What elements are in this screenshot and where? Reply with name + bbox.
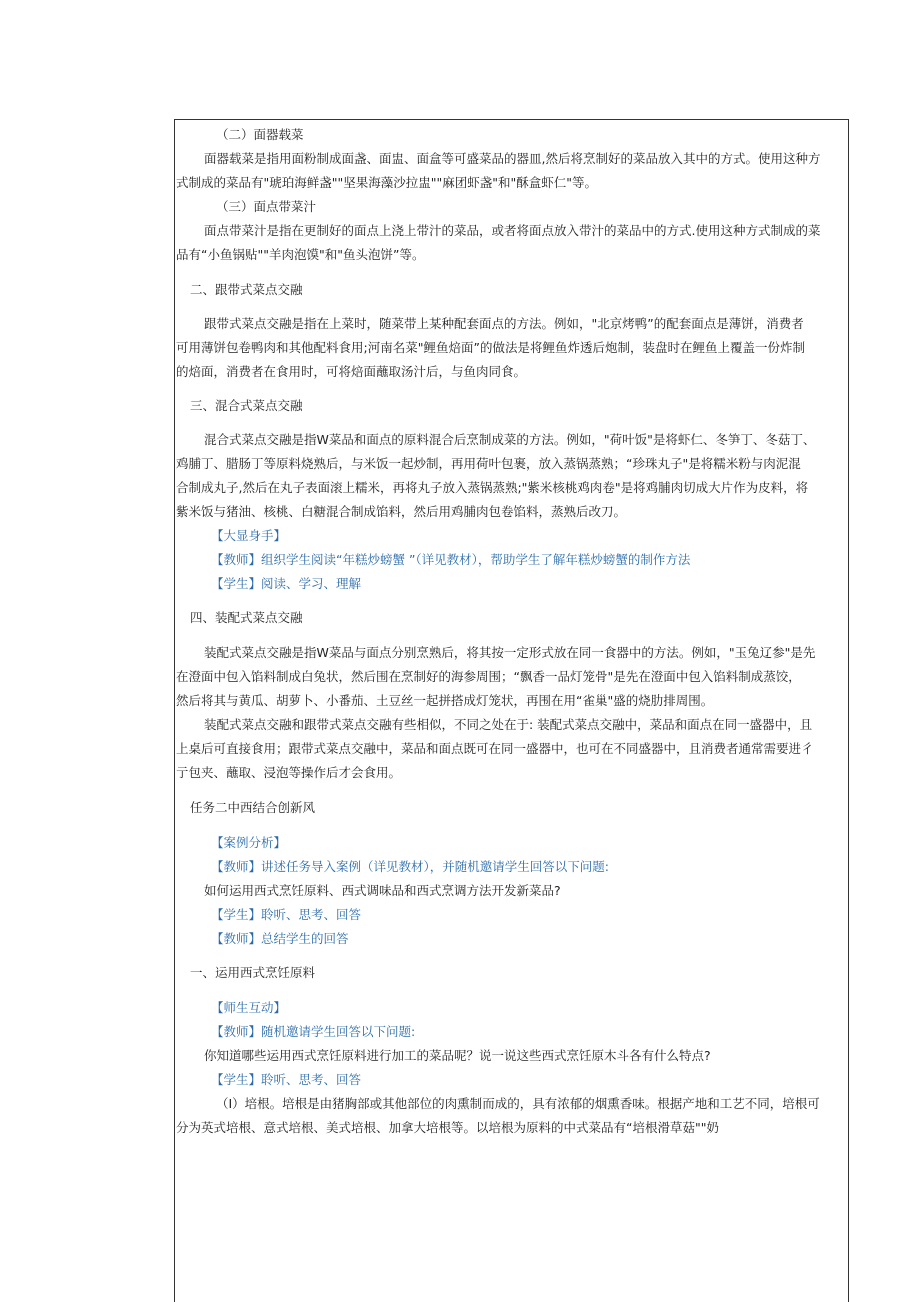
paragraph-line: 合制成丸子,然后在丸子表面滚上糯米，再将丸子放入蒸锅蒸熟;"紫米核桃鸡肉卷"是将鸡脯肉切成大片作为皮料，将 [176, 480, 809, 495]
student-note: 【学生】聆听、思考、回答 [211, 907, 362, 922]
paragraph-line: 在澄面中包入馅料制成白兔状，然后围在烹制好的海参周围；“飘香一品灯笼骨"是先在澄面中包入馅料制成蒸饺， [176, 669, 801, 684]
paragraph-line: 分为英式培根、意式培根、美式培根、加拿大培根等。以培根为原料的中式菜品有“培根滑草菇""奶 [176, 1120, 719, 1135]
paragraph-line: 面器载菜是指用面粉制成面盏、面盅、面盒等可盛菜品的器皿,然后将烹制好的菜品放入其中的方式。使用这种方 [204, 151, 821, 166]
subsection-heading: （三）面点带菜汁 [216, 199, 317, 214]
activity-label: 【案例分析】 [211, 835, 287, 850]
student-note: 【学生】聆听、思考、回答 [211, 1072, 362, 1087]
section-heading: 三、混合式菜点交融 [190, 398, 303, 413]
teacher-note: 【教师】总结学生的回答 [211, 931, 349, 946]
paragraph-line: 混合式菜点交融是指W菜品和面点的原料混合后烹制成菜的方法。例如，"荷叶饭"是将虾仁、冬笋丁、冬菇丁、 [204, 432, 816, 447]
subsection-heading: （二）面器载菜 [216, 127, 304, 142]
paragraph-line: 亍包夹、蘸取、浸泡等操作后才会食用。 [176, 765, 402, 780]
paragraph-line: 可用薄饼包卷鸭肉和其他配料食用;河南名菜"鲤鱼焙面”的做法是将鲤鱼炸透后炮制，装盘时在鲤鱼上覆盖一份炸制 [176, 340, 805, 355]
question-text: 如何运用西式烹饪原料、西式调味品和西式烹调方法开发新菜品? [204, 883, 561, 898]
paragraph-line: 鸡脯丁、腊肠丁等原料烧熟后，与米饭一起炒制，再用荷叶包裹，放入蒸锅蒸熟；“珍珠丸子"是将糯米粉与肉泥混 [176, 456, 801, 471]
paragraph-line: 上桌后可直接食用；跟带式菜点交融中，菜品和面点既可在同一盛器中，也可在不同盛器中，且消费者通常需要进彳 [176, 741, 814, 756]
student-note: 【学生】阅读、学习、理解 [211, 576, 362, 591]
section-heading: 一、运用西式烹饪原料 [190, 965, 316, 980]
section-heading: 四、装配式菜点交融 [190, 610, 303, 625]
paragraph-line: 的焙面，消费者在食用时，可将焙面蘸取汤汁后，与鱼肉同食。 [176, 364, 527, 379]
paragraph-line: 式制成的菜品有"琥珀海鲜盏""坚果海藻沙拉盅""麻团虾盏"和"酥盒虾仁"等。 [176, 175, 597, 190]
task-heading: 任务二中西结合创新风 [190, 800, 316, 815]
teacher-note: 【教师】随机邀请学生回答以下问题: [211, 1024, 416, 1039]
paragraph-line: 装配式菜点交融是指W菜品与面点分别烹熟后，将其按一定形式放在同一食器中的方法。例如，"玉兔辽参"是先 [204, 645, 816, 660]
paragraph-line: 紫米饭与猪油、核桃、白糖混合制成馅料，然后用鸡脯肉包卷馅料，蒸熟后改刀。 [176, 504, 627, 519]
activity-label: 【师生互动】 [211, 1000, 287, 1015]
activity-label: 【大显身手】 [211, 528, 287, 543]
teacher-note: 【教师】组织学生阅读“年糕炒螃蟹 ”（详见教材），帮助学生了解年糕炒螃蟹的制作方法 [211, 552, 691, 567]
paragraph-line: 跟带式菜点交融是指在上菜时，随菜带上某种配套面点的方法。例如，"北京烤鸭”的配套面点是薄饼，消费者 [204, 316, 804, 331]
paragraph-line: 装配式菜点交融和跟带式菜点交融有些相似，不同之处在于: 装配式菜点交融中，菜品和面点在同一盛器中，且 [204, 717, 813, 732]
teacher-note: 【教师】讲述任务导入案例（详见教材），并随机邀请学生回答以下问题: [211, 859, 609, 874]
question-text: 你知道哪些运用西式烹饪原料进行加工的菜品呢？说一说这些西式烹饪原木斗各有什么特点? [204, 1048, 711, 1063]
paragraph-line: 然后将其与黄瓜、胡萝卜、小番茄、土豆丝一起拼搭成灯笼状，再围在用“雀巢"盛的烧肋排周围。 [176, 693, 714, 708]
paragraph-line: （I）培根。培根是由猪胸部或其他部位的肉熏制而成的，具有浓郁的烟熏香味。根据产地和工艺不同，培根可 [216, 1096, 820, 1111]
section-heading: 二、跟带式菜点交融 [190, 282, 303, 297]
paragraph-line: 品有“小鱼锅贴""羊肉泡馍"和"鱼头泡饼”等。 [176, 247, 425, 262]
paragraph-line: 面点带菜汁是指在更制好的面点上浇上带汁的菜品，或者将面点放入带汁的菜品中的方式.使用这种方式制成的菜 [204, 223, 821, 238]
